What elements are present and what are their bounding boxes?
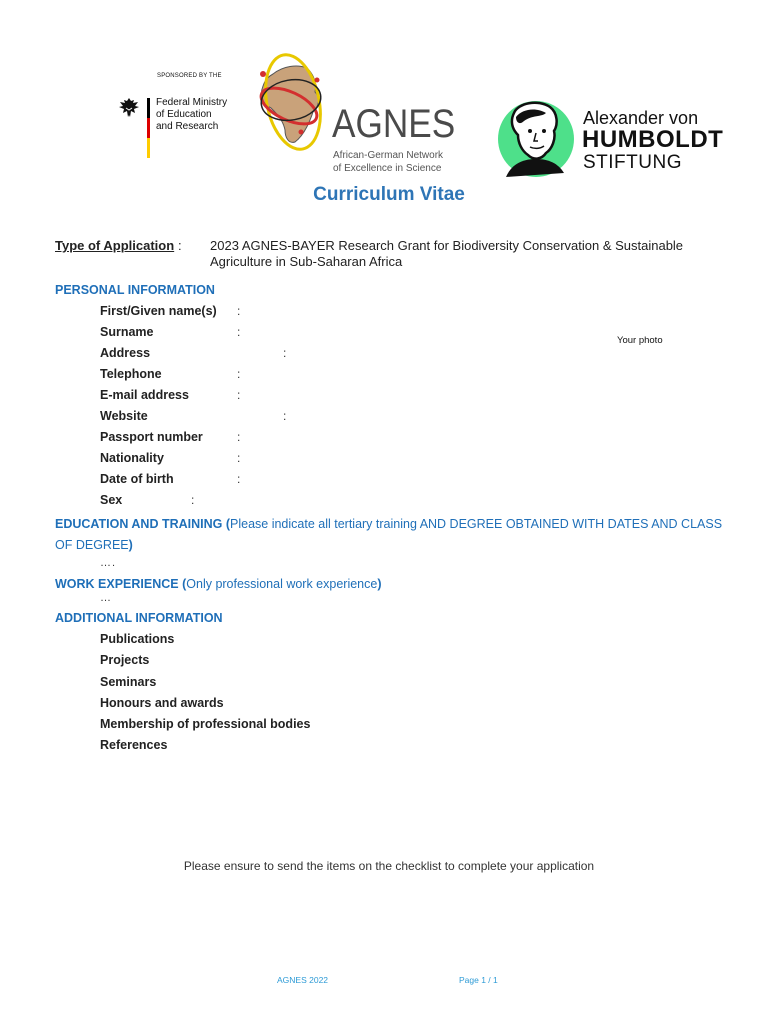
agnes-wordmark: AGNES [332,102,456,146]
colon: : [237,430,241,444]
colon: : [283,346,287,360]
humboldt-portrait-icon [496,99,576,179]
application-type-label [55,238,174,253]
education-note-line-2: OF DEGREE [55,538,129,552]
field-telephone: Telephone [100,367,162,381]
bmbf-line-3: and Research [156,121,219,132]
colon: : [237,325,241,339]
colon: : [283,409,287,423]
field-email: E-mail address [100,388,189,402]
education-heading [55,514,735,556]
education-placeholder-dots: …. [100,557,117,569]
additional-item-references: References [100,738,168,752]
colon: : [191,493,195,507]
federal-eagle-icon [117,96,141,120]
field-surname: Surname [100,325,154,339]
personal-information-heading: PERSONAL INFORMATION [55,283,215,297]
photo-placeholder: Your photo [617,335,663,346]
additional-item-publications: Publications [100,632,175,646]
agnes-subtitle-line-1: African-German Network [333,150,444,161]
field-website: Website [100,409,148,423]
colon: : [237,451,241,465]
additional-item-projects: Projects [100,653,150,667]
bmbf-name [156,97,227,133]
colon: : [237,472,241,486]
colon: : [237,304,241,318]
additional-item-membership: Membership of professional bodies [100,717,311,731]
education-note: Please indicate all tertiary training [230,517,420,531]
footer-left: AGNES 2022 [277,975,329,985]
bmbf-line-1: Federal Ministry [156,97,228,108]
work-note: Only professional work experience [186,577,378,591]
work-close-paren: ) [377,577,382,591]
additional-item-seminars: Seminars [100,675,157,689]
colon: : [237,367,241,381]
footer-page-number: Page 1 / 1 [459,975,498,985]
education-heading-text: EDUCATION AND TRAINING ( [55,517,230,531]
education-note-caps: AND DEGREE OBTAINED WITH DATES AND CLASS [419,517,723,531]
work-placeholder-dots: … [100,592,112,604]
application-type-colon: : [178,238,182,253]
checklist-note: Please ensure to send the items on the checklist to complete your application [183,859,595,873]
additional-item-honours: Honours and awards [100,696,224,710]
humboldt-line-2: HUMBOLDT [582,126,724,153]
colon: : [237,388,241,402]
field-passport-number: Passport number [100,430,203,444]
field-date-of-birth: Date of birth [100,472,174,486]
field-address: Address [100,346,151,360]
agnes-subtitle-line-2: of Excellence in Science [333,163,442,174]
work-heading-text: WORK EXPERIENCE ( [55,577,187,591]
bmbf-sponsor-text: SPONSORED BY THE [157,73,222,79]
german-flag-bar [147,98,150,158]
humboldt-line-1: Alexander von [583,108,699,128]
application-type-label-text: Type of Application [55,238,175,253]
agnes-africa-logo [255,52,327,172]
work-experience-heading [55,577,382,591]
additional-information-heading: ADDITIONAL INFORMATION [55,611,223,625]
agnes-subtitle [333,149,443,175]
field-nationality: Nationality [100,451,164,465]
humboldt-line-3: STIFTUNG [583,152,682,173]
field-first-name: First/Given name(s) [100,304,217,318]
application-type-value: 2023 AGNES-BAYER Research Grant for Biodiversity Conservation & Sustainable Agriculture in Sub-Saharan Africa [210,238,684,269]
document-title: Curriculum Vitae [313,184,465,205]
bmbf-line-2: of Education [156,109,212,120]
education-close-paren: ) [128,538,133,552]
field-sex: Sex [100,493,123,507]
